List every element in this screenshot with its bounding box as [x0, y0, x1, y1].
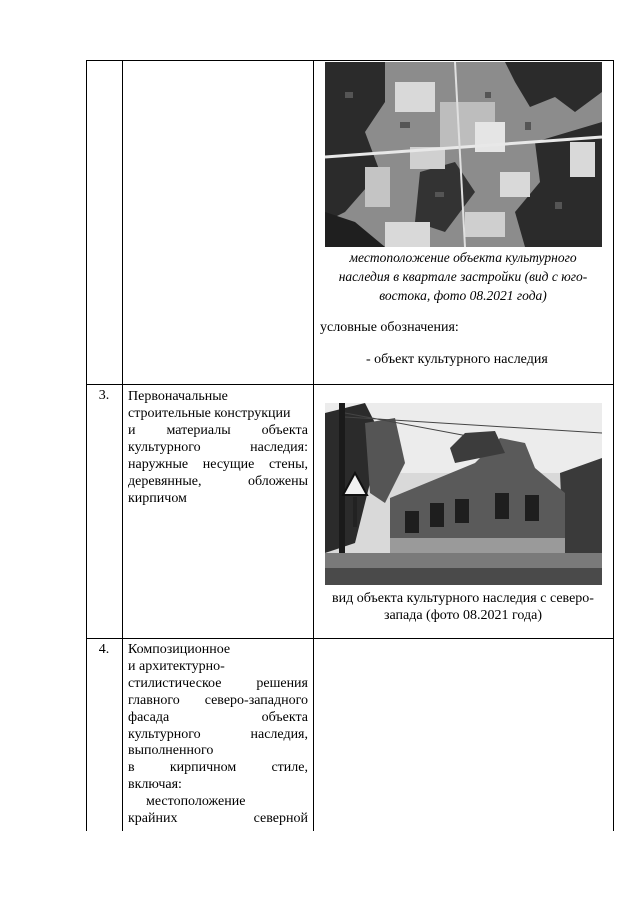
description-line: в кирпичном стиле, — [128, 760, 308, 776]
row-description — [128, 388, 308, 507]
table-border-left — [86, 60, 87, 831]
description-line: и материалы объекта — [128, 423, 308, 438]
description-line: местоположение — [146, 794, 246, 810]
building-photo — [325, 403, 602, 585]
description-line: главного северо-западного — [128, 692, 308, 708]
legend-title: условные обозначения: — [320, 320, 459, 335]
row-separator-2 — [86, 638, 614, 639]
caption-line: местоположение объекта культурного — [349, 250, 577, 265]
description-line: культурного наследия, — [128, 726, 308, 742]
aerial-location-photo — [325, 62, 602, 247]
aerial-photo-caption — [316, 248, 610, 305]
description-line: крайних северной — [128, 811, 308, 827]
row-number: 3. — [98, 388, 110, 403]
legend-item: - объект культурного наследия — [366, 352, 548, 367]
description-line: наружные несущие стены, — [128, 457, 308, 472]
description-line: культурного наследия: — [128, 440, 308, 455]
table-border-top — [86, 60, 614, 61]
table-border-col1 — [122, 60, 123, 831]
row-separator-1 — [86, 384, 614, 385]
caption-line: запада (фото 08.2021 года) — [383, 608, 543, 623]
description-line: выполненного — [128, 743, 214, 759]
building-photo-graphic — [325, 403, 602, 585]
description-line: деревянные, обложены — [128, 474, 308, 489]
description-line: строительные конструкции — [128, 406, 291, 421]
description-line: Первоначальные — [128, 389, 228, 404]
description-line: Композиционное — [128, 642, 231, 657]
description-line: включая: — [128, 777, 182, 793]
description-line: фасада объекта — [128, 709, 308, 725]
caption-line: вид объекта культурного наследия с северо- — [332, 591, 594, 606]
row-description — [128, 642, 308, 828]
row-number: 4. — [98, 642, 110, 657]
description-line: кирпичом — [128, 491, 187, 506]
table-border-col2 — [313, 60, 314, 831]
description-line: и архитектурно- — [128, 658, 225, 674]
aerial-photo-graphic — [325, 62, 602, 247]
caption-line: востока, фото 08.2021 года) — [379, 288, 547, 303]
building-photo-caption — [316, 590, 610, 624]
description-line: стилистическое решения — [128, 675, 308, 691]
table-border-right — [613, 60, 614, 831]
caption-line: наследия в квартале застройки (вид с юго- — [338, 269, 588, 284]
